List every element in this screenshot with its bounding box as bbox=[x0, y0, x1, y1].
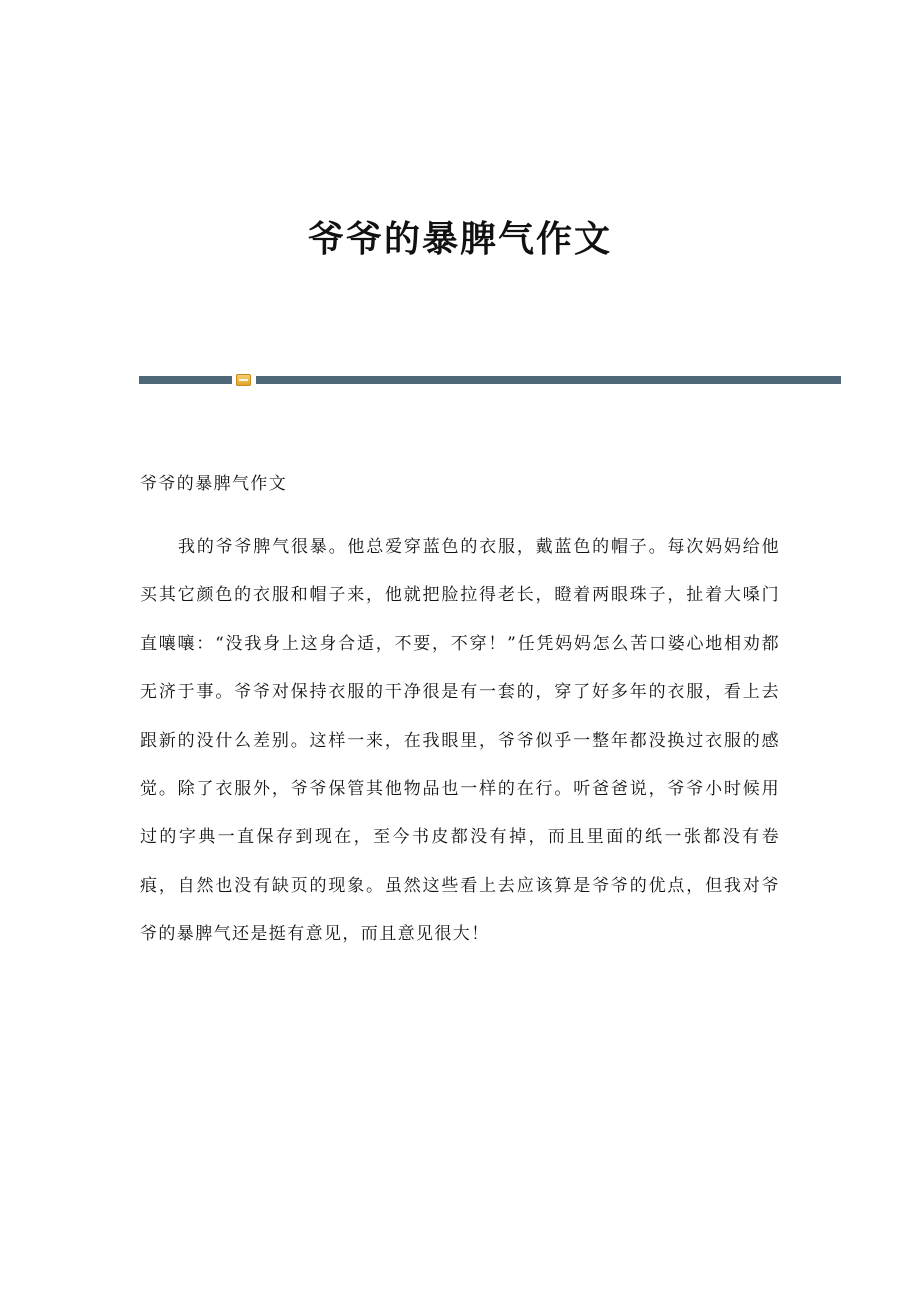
divider-bar-right bbox=[256, 376, 841, 384]
document-emblem-icon bbox=[236, 374, 251, 386]
divider-bar-left bbox=[139, 376, 232, 384]
document-subtitle: 爷爷的暴脾气作文 bbox=[140, 474, 288, 494]
page-title: 爷爷的暴脾气作文 bbox=[307, 218, 612, 260]
title-divider bbox=[139, 374, 841, 386]
document-body-paragraph: 我的爷爷脾气很暴。他总爱穿蓝色的衣服，戴蓝色的帽子。每次妈妈给他买其它颜色的衣服和帽子来，他就把脸拉得老长，瞪着两眼珠子，扯着大嗓门直嚷嚷：“没我身上这身合适，不要，不穿！”任凭妈妈怎么苦口婆心地相劝都无济于事。爷爷对保持衣服的干净很是有一套的，穿了好多年的衣服，看上去跟新的没什么差别。这样一来，在我眼里，爷爷似乎一整年都没换过衣服的感觉。除了衣服外，爷爷保管其他物品也一样的在行。听爸爸说，爷爷小时候用过的字典一直保存到现在，至今书皮都没有掉，而且里面的纸一张都没有卷痕，自然也没有缺页的现象。虽然这些看上去应该算是爷爷的优点，但我对爷爷的暴脾气还是挺有意见，而且意见很大！ bbox=[140, 537, 780, 945]
